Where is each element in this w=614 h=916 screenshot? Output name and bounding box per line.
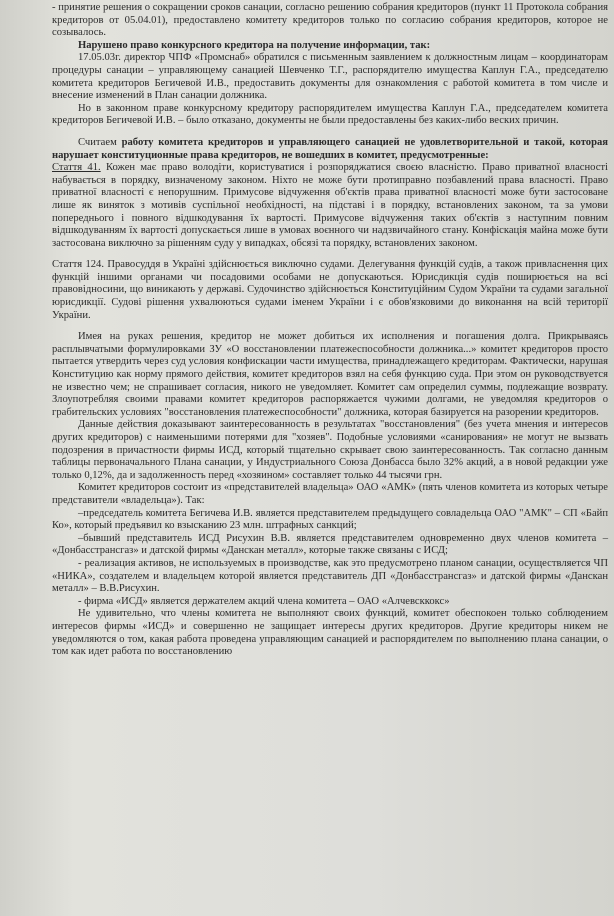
- spacer: [52, 322, 608, 331]
- paragraph-creditor-decision: Имея на руках решения, кредитор не может добиться их исполнения и погашения долга. Прикрываясь расплывчатыми формулировками ЗУ «О восстановлении платежеспособности должника...» комитет кредиторов просто пытается утвердить через суд условия конфискации части имущества, принадлежащего кредиторам. Фактически, нарушая Конституцию как норму прямого действия, комитет кредиторов взял на себя функцию суда. При этом он руководствуется не известно чем; не спрашивает согласия, никого не уведомляет. Комитет сам определил суммы, подлежащие возврату. Злоупотребляя своими правами комитет кредиторов распоряжается чужими долгами, не уведомляя кредиторов о грабительских условиях "восстановления платежеспособности" должника, которая базируется на разорении кредиторов.: [52, 331, 608, 418]
- list-item-chair: –председатель комитета Бегичева И.В. является представителем предыдущего совладельца ОАО "АМК" – СП «Байп Ко», который предъявил ко взысканию 23 млн. штрафных санкций;: [52, 507, 608, 532]
- paragraph-request-documents: 17.05.03г. директор ЧПФ «Промснаб» обратился с письменным заявлением к должностным лицам – координаторам процедуры санации – управляющему санацией Шевченко Т.Г., распорядителю имущества Каплун Г.А., председателю комитета кредиторов Бегичевой И.В., предоставить документы для ознакомления с работой комитета в том числе и внесение изменений в План санации должника.: [52, 52, 608, 102]
- section-heading-information-right: Нарушено право конкурсного кредитора на получение информации, так:: [78, 39, 431, 51]
- paragraph-final: Не удивительно, что члены комитета не выполняют своих функций, комитет обеспокоен только соблюдением интересов фирмы «ИСД» и совершенно не защищает интересы других кредиторов. Другие кредиторы никем не уведомляются о том, какая работа проведена управляющим санацией и распорядителем по выполнению плана санации, о том как идет работа по восстановлению: [52, 608, 608, 658]
- article-41-label: Стаття 41.: [52, 162, 101, 174]
- spacer: [52, 128, 608, 137]
- article-41: [52, 162, 608, 250]
- list-item-former-representative: –бывший представитель ИСД Рисухин В.В. является представителем одновременно двух членов комитета – «Донбасстрансгаз» и датской фирмы «Данскан металл», которые также связаны с ИСД;: [52, 532, 608, 557]
- paragraph-refusal: Но в законном праве конкурсному кредитору распорядителем имущества Каплун Г.А., председателем комитета кредиторов Бегичевой И.В. – было отказано, документы не были предоставлены без каких-либо веских причин.: [52, 102, 608, 127]
- paragraph-interest: Данные действия доказывают заинтересованность в результатах "восстановления" (без учета мнения и интересов других кредиторов) с наименьшими потерями для "хозяев". Подобные условиями «санирования» не могут не вызвать подозрения в причастности фирмы ИСД, который тщательно скрывает свою заинтересованность. Так согласно данным таблицы первоначального Плана санации, у Индустриального Союза Донбасса было 32% акций, а в новой редакции уже только 0,12%, да и задолженность перед «хозяином» составляет только 44 тысячи грн.: [52, 419, 608, 481]
- conclusion-bold: работу комитета кредиторов и управляющего санацией не удовлетворительной и такой, которая нарушает конституционные права кредиторов, не вошедших в комитет, предусмотренные:: [52, 136, 608, 161]
- conclusion-lead: Считаем: [78, 136, 122, 148]
- list-item-asset-sale: - реализация активов, не используемых в производстве, как это предусмотрено планом санации, осуществляется ЧП «НИКА», создателем и владельцем которой является представитель ДП «Донбасстрансгаз» и датской фирмы «Данскан металл» – В.В.Рисухин.: [52, 557, 608, 595]
- paragraph-conclusion: [52, 137, 608, 162]
- paragraph-committee-composition: Комитет кредиторов состоит из «представителей владельца» ОАО «АМК» (пять членов комитета из которых четыре представители «владельца»). Так:: [52, 482, 608, 506]
- article-41-text: Кожен має право володіти, користуватися і розпоряджатися своєю власністю. Право приватної власності набувається в порядку, визначеному законом. Ніхто не може бути протиправно позбавлений права власності. Право приватної власності є непорушним. Примусове відчуження об'єктів права приватної власності може бути застосоване лише як виняток з мотивів суспільної необхідності, на підставі і в порядку, встановлених законом, та за умови попереднього і повного відшкодування їх вартості. Примусове відчуження таких об'єктів з наступним повним відшкодуванням їх вартості допускається лише в умовах воєнного чи надзвичайного стану. Конфіскація майна може бути застосована виключно за рішенням суду у випадках, обсязі та порядку, встановлених законом.: [52, 162, 608, 249]
- spacer: [52, 250, 608, 259]
- list-item-shareholder: - фирма «ИСД» является держателем акций члена комитета – ОАО «Алчевсккокс»: [78, 595, 450, 607]
- paragraph-deadline-reduction: - принятие решения о сокращении сроков санации, согласно решению собрания кредиторов (пункт 11 Протокола собрания кредиторов от 05.04.01), предоставлено комитету кредиторов только по согласию собрания кредиторов, которое не созывалось.: [52, 2, 608, 39]
- article-124: Стаття 124. Правосуддя в Україні здійснюється виключно судами. Делегування функцій судів, а також привласнення цих функцій іншими органами чи посадовими особами не допускаються. Юрисдикція судів поширюється на всі правовідносини, що виникають у державі. Судочинство здійснюється Конституційним Судом України та судами загальної юрисдикції. Судові рішення ухвалюються судами іменем України і є обов'язковими до виконання на всій території України.: [52, 259, 608, 321]
